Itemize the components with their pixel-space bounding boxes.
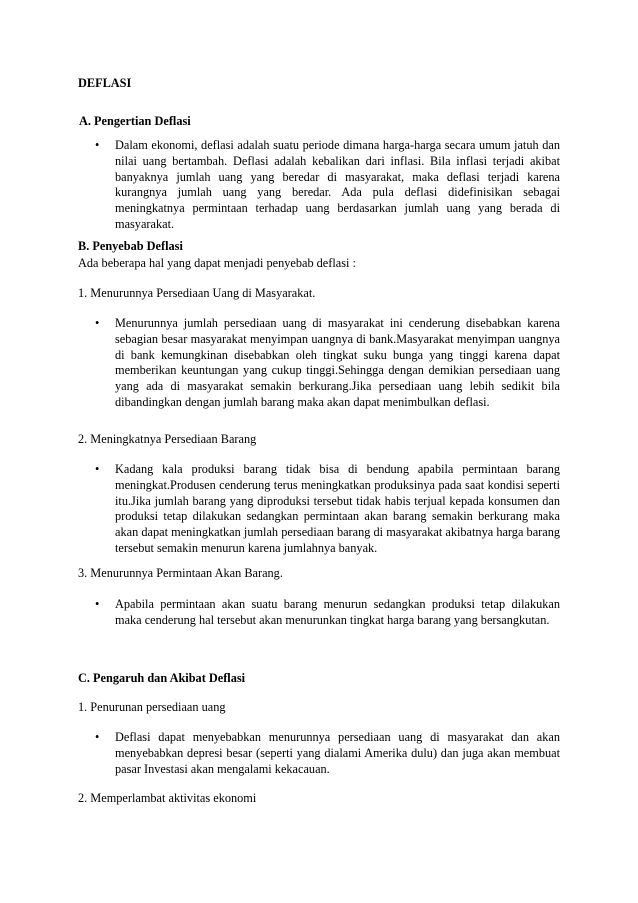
section-c-item-1-bullet-text: Deflasi dapat menyebabkan menurunnya persediaan uang di masyarakat dan akan menyebabkan depresi besar (seperti yang dialami Amerika dulu) dan juga akan membuat pasar Investasi akan mengalami kekacauan. [115, 730, 560, 776]
section-b-item-3-title: 3. Menurunnya Permintaan Akan Barang. [78, 566, 283, 580]
section-b-item-2-title: 2. Meningkatnya Persediaan Barang [78, 432, 257, 446]
section-c-item-1-bullet [78, 730, 560, 777]
bullet-icon: • [95, 730, 100, 744]
section-c-item-1-title: 1. Penurunan persediaan uang [78, 700, 226, 714]
section-c-item-2-title: 2. Memperlambat aktivitas ekonomi [78, 791, 257, 805]
bullet-icon: • [95, 462, 100, 476]
section-b-item-3-bullet [78, 597, 560, 629]
section-b-item-2-bullet-text: Kadang kala produksi barang tidak bisa di bendung apabila permintaan barang meningkat.Produsen cenderung terus meningkatkan produksinya pada saat kondisi seperti itu.Jika jumlah barang yang diproduksi tersebut tidak habis terjual kepada konsumen dan produksi tetap dilakukan sedangkan permintaan akan barang semakin berkurang maka akan dapat meningkatkan jumlah persediaan barang di masyarakat akibatnya harga barang tersebut semakin menurun karena jumlahnya banyak. [115, 462, 560, 555]
section-b-item-1-title: 1. Menurunnya Persediaan Uang di Masyarakat. [78, 286, 316, 300]
section-b-intro: Ada beberapa hal yang dapat menjadi penyebab deflasi : [78, 256, 356, 270]
bullet-icon: • [95, 316, 100, 330]
document-title: DEFLASI [78, 76, 132, 90]
section-a-heading: A. Pengertian Deflasi [79, 114, 191, 128]
section-b-heading: B. Penyebab Deflasi [78, 239, 183, 253]
section-a-bullet [78, 138, 560, 233]
section-b-item-1-bullet-text: Menurunnya jumlah persediaan uang di masyarakat ini cenderung disebabkan karena sebagian besar masyarakat menyimpan uangnya di bank.Masyarakat menyimpan uangnya di bank kemungkinan disebabkan oleh tingkat suku bunga yang tinggi karena dapat memberikan keuntungan yang cukup tinggi.Sehingga dengan demikian persediaan uang yang ada di masyarakat semakin berkurang.Jika persediaan uang lebih sedikit bila dibandingkan dengan jumlah barang maka akan dapat menimbulkan deflasi. [115, 316, 560, 409]
section-b-item-1-bullet [78, 316, 560, 411]
section-b-item-2-bullet [78, 462, 560, 557]
bullet-icon: • [95, 597, 100, 611]
section-b-item-3-bullet-text: Apabila permintaan akan suatu barang menurun sedangkan produksi tetap dilakukan maka cenderung hal tersebut akan menurunkan tingkat harga barang yang bersangkutan. [115, 597, 560, 627]
section-a-bullet-text: Dalam ekonomi, deflasi adalah suatu periode dimana harga-harga secara umum jatuh dan nilai uang bertambah. Deflasi adalah kebalikan dari inflasi. Bila inflasi terjadi akibat banyaknya jumlah uang yang beredar di masyarakat, maka deflasi terjadi karena kurangnya jumlah uang yang beredar. Ada pula deflasi didefinisikan sebagai meningkatnya permintaan terhadap uang berdasarkan jumlah uang yang berada di masyarakat. [115, 138, 560, 231]
bullet-icon: • [95, 138, 100, 152]
section-c-heading: C. Pengaruh dan Akibat Deflasi [78, 671, 246, 685]
